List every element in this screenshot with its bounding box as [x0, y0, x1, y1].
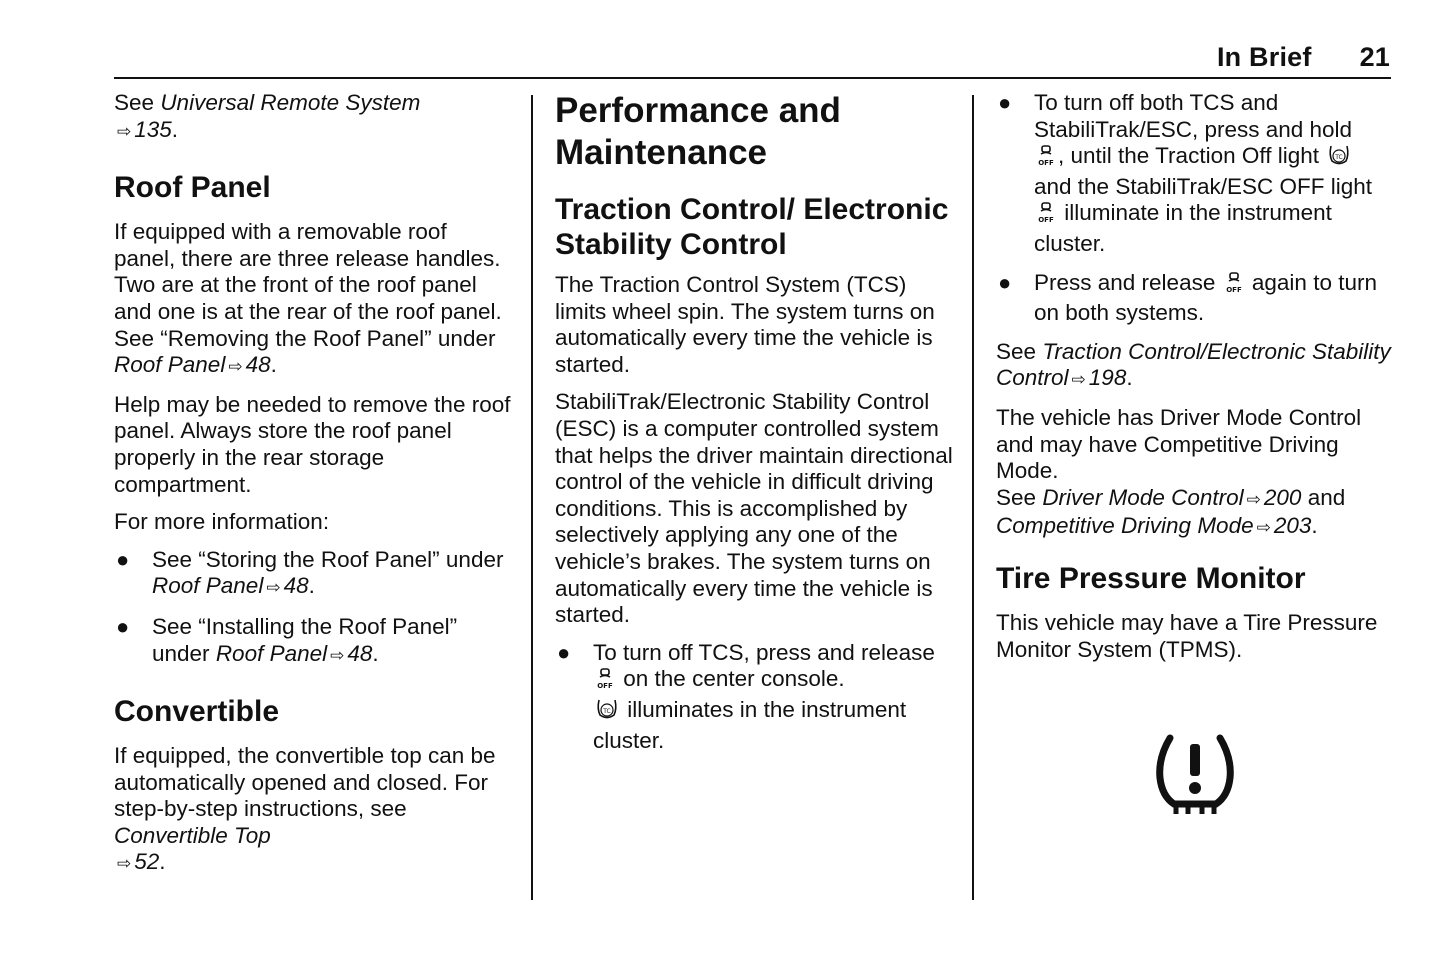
esc-off-icon — [1225, 272, 1243, 301]
column-left — [114, 90, 514, 889]
list-item: ● To turn off TCS, press and release OFF on the center console. TC illuminates in the instrument cluster. — [557, 639, 935, 753]
universal-remote-reference: See Universal Remote System ⇨ 135. — [114, 90, 514, 145]
xref-competitive-driving-mode[interactable]: Competitive Driving Mode — [996, 513, 1254, 539]
tire-pressure-heading: Tire Pressure Monitor — [996, 561, 1306, 595]
roof-panel-paragraph: If equipped with a removable roof panel, there are three release handles. Two are at the front of the roof panel and one is at the rear of the roof panel. See “Removing the Roof Panel” under Roof Panel ⇨ 48. — [114, 219, 514, 381]
page-reference-arrow-icon: ⇨ — [266, 578, 281, 598]
esc-off-icon — [596, 668, 614, 697]
xref-roof-panel[interactable]: Roof Panel — [114, 352, 226, 378]
xref-traction-control[interactable]: Traction Control/Electronic Stability Control — [996, 338, 1391, 391]
convertible-paragraph: If equipped, the convertible top can be automatically opened and closed. For step-by-step instructions, see Convertible Top ⇨ 52. — [114, 743, 514, 878]
traction-off-icon — [596, 697, 618, 728]
esc-paragraph: StabiliTrak/Electronic Stability Control (ESC) is a computer controlled system that helps the driver maintain directional control of the vehicle in difficult driving conditions. This is accomplished by selectively applying any one of the vehicle’s brakes. The system turns on automatically every time the vehicle is started. — [555, 389, 953, 628]
tcs-list — [555, 640, 955, 754]
svg-text:TC: TC — [603, 707, 611, 715]
section-title: In Brief — [1216, 42, 1312, 72]
traction-control-heading: Traction Control/ Electronic Stability Control — [555, 193, 949, 261]
xref-convertible-top[interactable]: Convertible Top — [114, 822, 271, 848]
page-number: 21 — [1359, 42, 1390, 72]
xref-roof-panel[interactable]: Roof Panel — [215, 640, 328, 666]
column-middle — [555, 90, 955, 766]
header-rule — [114, 77, 1391, 79]
svg-text:OFF: OFF — [1038, 216, 1054, 225]
svg-text:TC: TC — [1335, 154, 1344, 162]
esc-off-icon — [1037, 145, 1055, 174]
more-info-label: For more information: — [114, 509, 330, 535]
page-reference-arrow-icon: ⇨ — [1256, 518, 1271, 538]
xref-driver-mode-control[interactable]: Driver Mode Control — [1042, 484, 1244, 510]
page-header — [1217, 42, 1390, 73]
svg-text:OFF: OFF — [1225, 285, 1242, 294]
xref-universal-remote[interactable]: Universal Remote System — [160, 90, 421, 115]
list-item: ● To turn off both TCS and StabiliTrak/ESC, press and hold OFF , until the Traction Off light TC and the StabiliTrak/ESC OFF light OFF illuminate in the instrument cluster. — [998, 90, 1373, 256]
xref-roof-panel[interactable]: Roof Panel — [152, 573, 264, 599]
page-reference-arrow-icon: ⇨ — [1246, 489, 1261, 509]
esc-off-icon — [1037, 202, 1055, 231]
tcs-paragraph: The Traction Control System (TCS) limits wheel spin. The system turns on automatically every time the vehicle is started. — [555, 272, 935, 377]
esc-list — [996, 90, 1391, 327]
svg-text:OFF: OFF — [1038, 159, 1054, 168]
page-reference-arrow-icon: ⇨ — [228, 357, 243, 377]
page-reference-arrow-icon: ⇨ — [117, 854, 132, 874]
convertible-heading: Convertible — [114, 695, 280, 729]
page-reference-arrow-icon: ⇨ — [1071, 370, 1086, 390]
column-divider — [972, 95, 974, 900]
tire-pressure-warning-icon — [1150, 730, 1240, 825]
column-right — [996, 90, 1391, 674]
list-item: ● See “Storing the Roof Panel” under Roof Panel ⇨ 48. — [114, 547, 514, 602]
page-reference-arrow-icon: ⇨ — [330, 645, 345, 665]
list-item: ● Press and release OFF again to turn on both systems. — [998, 269, 1377, 326]
roof-panel-list — [114, 547, 514, 669]
tire-pressure-paragraph: This vehicle may have a Tire Pressure Monitor System (TPMS). — [996, 609, 1378, 662]
svg-text:OFF: OFF — [597, 682, 613, 691]
roof-panel-heading: Roof Panel — [114, 171, 271, 205]
driver-mode-paragraph: The vehicle has Driver Mode Control and may have Competitive Driving Mode. See Driver Mode Control ⇨ 200 and Competitive Driving Mode ⇨ 203. — [996, 405, 1391, 542]
list-item: ● See “Installing the Roof Panel” under Roof Panel ⇨ 48. — [114, 614, 514, 669]
performance-maintenance-heading: Performance and Maintenance — [555, 91, 841, 172]
traction-off-icon — [1328, 143, 1350, 174]
traction-control-reference: See Traction Control/Electronic Stability Control ⇨ 198. — [996, 339, 1391, 394]
column-divider — [531, 95, 533, 900]
page-reference-arrow-icon: ⇨ — [117, 121, 132, 141]
roof-panel-storage-paragraph: Help may be needed to remove the roof panel. Always store the roof panel properly in the rear storage compartment. — [114, 391, 511, 497]
